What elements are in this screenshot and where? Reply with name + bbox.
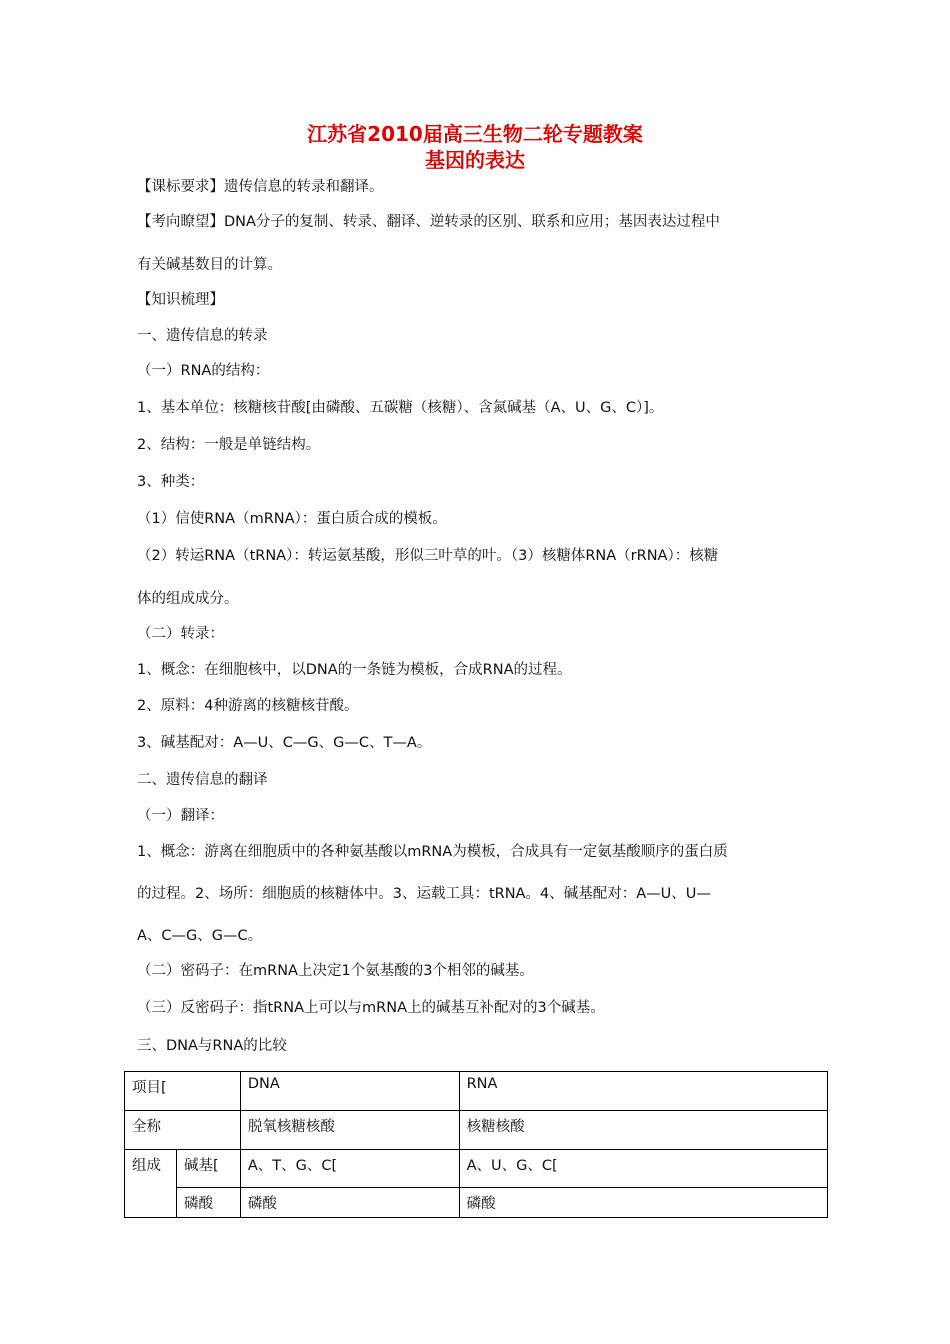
translation-line-1: 1、概念：游离在细胞质中的各种氨基酸以mRNA为模板，合成具有一定氨基酸顺序的蛋白质 — [137, 844, 728, 860]
table-cell: 磷酸 — [459, 1188, 827, 1218]
mrna-item: （1）信使RNA（mRNA）：蛋白质合成的模板。 — [137, 511, 447, 527]
knowledge-heading: 【知识梳理】 — [137, 292, 224, 308]
table-cell: 脱氧核糖核酸 — [240, 1111, 459, 1150]
transcription-base-pairing: 3、碱基配对：A—U、C—G、G—C、T—A。 — [137, 735, 432, 751]
section-1-heading: 一、遗传信息的转录 — [137, 328, 268, 344]
table-row — [125, 1150, 828, 1188]
trna-rrna-item-line-1: （2）转运RNA（tRNA）：转运氨基酸，形似三叶草的叶。（3）核糖体RNA（rRNA）：核糖 — [137, 548, 719, 564]
anticodon-definition: （三）反密码子：指tRNA上可以与mRNA上的碱基互补配对的3个碱基。 — [137, 1000, 605, 1016]
table-cell: 全称 — [125, 1111, 241, 1150]
table-group-cell: 组成 — [125, 1150, 177, 1218]
trna-rrna-item-line-2: 体的组成成分。 — [137, 591, 239, 607]
translation-line-3: A、C—G、G—C。 — [137, 928, 263, 944]
table-cell: 碱基[ — [176, 1150, 240, 1188]
translation-line-2: 的过程。2、场所：细胞质的核糖体中。3、运载工具：tRNA。4、碱基配对：A—U、U— — [137, 886, 711, 902]
rna-basic-unit: 1、基本单位：核糖核苷酸[由磷酸、五碳糖（核糖）、含氮碱基（A、U、G、C）]。 — [137, 400, 664, 416]
table-cell: 核糖核酸 — [459, 1111, 827, 1150]
subsection-translation: （一）翻译： — [137, 808, 224, 824]
table-cell: DNA — [240, 1072, 459, 1111]
transcription-concept: 1、概念：在细胞核中，以DNA的一条链为模板，合成RNA的过程。 — [137, 662, 572, 678]
rna-structure: 2、结构：一般是单链结构。 — [137, 437, 321, 453]
table-cell: 磷酸 — [176, 1188, 240, 1218]
section-3-heading: 三、DNA与RNA的比较 — [137, 1038, 287, 1054]
curriculum-requirement: 【课标要求】遗传信息的转录和翻译。 — [137, 179, 384, 195]
table-row — [125, 1111, 828, 1150]
codon-definition: （二）密码子：在mRNA上决定1个氨基酸的3个相邻的碱基。 — [137, 963, 534, 979]
exam-outlook-line-1: 【考向瞭望】DNA分子的复制、转录、翻译、逆转录的区别、联系和应用；基因表达过程中 — [137, 214, 720, 230]
table-cell: 项目[ — [125, 1072, 241, 1111]
dna-rna-comparison-table — [124, 1071, 828, 1218]
subsection-rna-structure: （一）RNA的结构： — [137, 363, 270, 379]
subsection-transcription: （二）转录： — [137, 626, 224, 642]
section-2-heading: 二、遗传信息的翻译 — [137, 772, 268, 788]
table-cell: A、U、G、C[ — [459, 1150, 827, 1188]
table-row — [125, 1188, 828, 1218]
table-cell: A、T、G、C[ — [240, 1150, 459, 1188]
rna-types: 3、种类： — [137, 474, 205, 490]
document-title: 江苏省2010届高三生物二轮专题教案 — [307, 122, 643, 146]
table-row — [125, 1072, 828, 1111]
transcription-materials: 2、原料：4种游离的核糖核苷酸。 — [137, 698, 359, 714]
table-cell: RNA — [459, 1072, 827, 1111]
table-cell: 磷酸 — [240, 1188, 459, 1218]
exam-outlook-line-2: 有关碱基数目的计算。 — [137, 257, 282, 273]
document-subtitle: 基因的表达 — [425, 148, 525, 172]
